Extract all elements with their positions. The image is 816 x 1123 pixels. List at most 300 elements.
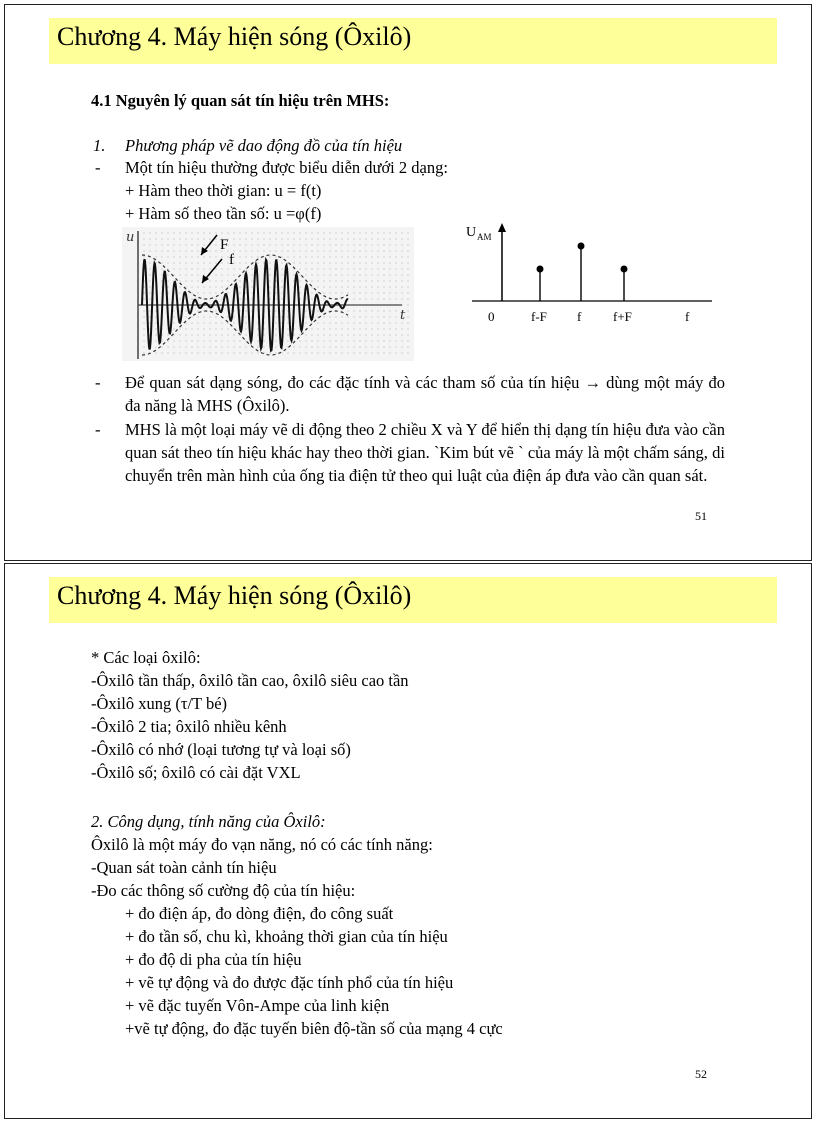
grid-dot [281,274,282,275]
page-number: 51 [695,509,707,523]
grid-dot [257,352,258,353]
grid-dot [329,274,330,275]
grid-dot [395,310,396,311]
grid-dot [395,340,396,341]
grid-dot [407,322,408,323]
tick-f-plus-F: f+F [613,309,632,324]
grid-dot [185,340,186,341]
grid-dot [197,292,198,293]
grid-dot [377,244,378,245]
grid-dot [293,232,294,233]
grid-dot [401,334,402,335]
grid-dot [341,244,342,245]
grid-dot [269,298,270,299]
grid-dot [191,262,192,263]
grid-dot [179,340,180,341]
grid-dot [149,232,150,233]
grid-dot [281,280,282,281]
grid-dot [179,298,180,299]
grid-dot [269,256,270,257]
grid-dot [191,256,192,257]
dash-marker: - [95,373,101,392]
grid-dot [311,322,312,323]
grid-dot [269,286,270,287]
grid-dot [305,352,306,353]
grid-dot [329,322,330,323]
grid-dot [275,286,276,287]
grid-dot [215,232,216,233]
grid-dot [377,280,378,281]
grid-dot [395,280,396,281]
grid-dot [161,274,162,275]
grid-dot [269,292,270,293]
grid-dot [155,250,156,251]
grid-dot [275,328,276,329]
grid-dot [173,244,174,245]
grid-dot [251,298,252,299]
grid-dot [383,250,384,251]
usage-list [91,857,355,903]
grid-dot [167,334,168,335]
grid-dot [245,256,246,257]
grid-dot [401,274,402,275]
grid-dot [173,238,174,239]
grid-dot [359,286,360,287]
grid-dot [215,310,216,311]
grid-dot [365,292,366,293]
grid-dot [239,352,240,353]
grid-dot [395,268,396,269]
grid-dot [245,340,246,341]
grid-dot [305,274,306,275]
grid-dot [161,280,162,281]
grid-dot [245,322,246,323]
grid-dot [347,334,348,335]
grid-dot [239,262,240,263]
grid-dot [161,262,162,263]
grid-dot [185,280,186,281]
grid-dot [317,280,318,281]
grid-dot [179,232,180,233]
grid-dot [341,262,342,263]
grid-dot [227,346,228,347]
grid-dot [215,262,216,263]
grid-dot [407,286,408,287]
grid-dot [197,274,198,275]
grid-dot [287,244,288,245]
grid-dot [389,238,390,239]
grid-dot [179,256,180,257]
grid-dot [353,274,354,275]
grid-dot [269,232,270,233]
grid-dot [179,244,180,245]
grid-dot [203,244,204,245]
grid-dot [239,268,240,269]
grid-dot [227,322,228,323]
grid-dot [269,238,270,239]
grid-dot [275,334,276,335]
grid-dot [329,328,330,329]
grid-dot [245,334,246,335]
grid-dot [191,286,192,287]
grid-dot [203,334,204,335]
grid-dot [209,268,210,269]
grid-dot [221,334,222,335]
grid-dot [149,244,150,245]
grid-dot [299,232,300,233]
grid-dot [191,274,192,275]
grid-dot [179,286,180,287]
grid-dot [383,334,384,335]
grid-dot [305,322,306,323]
grid-dot [311,250,312,251]
grid-dot [335,352,336,353]
grid-dot [407,232,408,233]
grid-dot [359,268,360,269]
grid-dot [335,334,336,335]
intro-line: Một tín hiệu thường được biểu diễn dưới 2 dạng: [125,158,448,177]
grid-dot [377,232,378,233]
grid-dot [353,280,354,281]
grid-dot [335,280,336,281]
grid-dot [395,274,396,275]
title-bar [49,577,777,623]
grid-dot [191,340,192,341]
grid-dot [371,274,372,275]
spectral-point-carrier [578,243,585,250]
grid-dot [377,292,378,293]
grid-dot [221,346,222,347]
grid-dot [239,346,240,347]
grid-dot [335,268,336,269]
grid-dot [341,322,342,323]
grid-dot [173,268,174,269]
grid-dot [161,340,162,341]
grid-dot [191,328,192,329]
grid-dot [335,292,336,293]
grid-dot [221,286,222,287]
grid-dot [257,232,258,233]
grid-dot [191,316,192,317]
grid-dot [377,322,378,323]
grid-dot [365,328,366,329]
grid-dot [287,328,288,329]
grid-dot [209,280,210,281]
grid-dot [365,298,366,299]
grid-dot [167,262,168,263]
grid-dot [359,352,360,353]
grid-dot [305,256,306,257]
grid-dot [197,232,198,233]
grid-dot [215,316,216,317]
grid-dot [251,280,252,281]
grid-dot [317,256,318,257]
grid-dot [275,292,276,293]
grid-dot [263,238,264,239]
grid-dot [389,256,390,257]
grid-dot [221,298,222,299]
grid-dot [317,352,318,353]
grid-dot [155,310,156,311]
grid-dot [275,244,276,245]
grid-dot [395,352,396,353]
grid-dot [155,334,156,335]
grid-dot [209,256,210,257]
grid-dot [407,334,408,335]
grid-dot [209,292,210,293]
grid-dot [347,262,348,263]
grid-dot [185,310,186,311]
grid-dot [365,256,366,257]
grid-dot [155,316,156,317]
grid-dot [401,250,402,251]
grid-dot [227,352,228,353]
grid-dot [389,322,390,323]
grid-dot [311,340,312,341]
grid-dot [287,316,288,317]
grid-dot [197,328,198,329]
grid-dot [215,298,216,299]
spectral-point-upper [621,266,628,273]
grid-dot [263,244,264,245]
grid-dot [281,298,282,299]
grid-dot [293,346,294,347]
grid-dot [311,292,312,293]
grid-dot [197,334,198,335]
types-list [91,670,409,785]
bullet-mhs-definition: MHS là một loại máy vẽ di động theo 2 chiều X và Y để hiển thị dạng tín hiệu đưa vào cần quan sát theo tín hiệu khác hay theo thời gian. `Kim bút vẽ ` của máy là một chấm sáng, di chuyển trên màn hình của ống tia điện tử theo qui luật của điện áp đưa vào cần quan sát. [125,420,725,485]
grid-dot [233,334,234,335]
grid-dot [221,256,222,257]
grid-dot [239,232,240,233]
grid-dot [353,262,354,263]
grid-dot [233,238,234,239]
grid-dot [293,274,294,275]
grid-dot [281,250,282,251]
grid-dot [311,352,312,353]
spectrum-y-label: U [466,225,477,240]
grid-dot [377,328,378,329]
grid-dot [185,232,186,233]
grid-dot [407,244,408,245]
waveform-t-label: t [400,308,406,323]
grid-dot [173,256,174,257]
grid-dot [209,286,210,287]
grid-dot [245,286,246,287]
grid-dot [401,262,402,263]
grid-dot [395,298,396,299]
grid-dot [359,292,360,293]
grid-dot [365,244,366,245]
grid-dot [377,334,378,335]
grid-dot [359,328,360,329]
grid-dot [329,340,330,341]
grid-dot [185,244,186,245]
grid-dot [383,286,384,287]
grid-dot [149,268,150,269]
grid-dot [185,250,186,251]
grid-dot [209,250,210,251]
grid-dot [161,244,162,245]
grid-dot [185,274,186,275]
grid-dot [245,298,246,299]
grid-dot [239,292,240,293]
grid-dot [263,346,264,347]
grid-dot [209,316,210,317]
grid-dot [179,346,180,347]
grid-dot [263,250,264,251]
grid-dot [371,280,372,281]
grid-dot [209,352,210,353]
grid-dot [395,238,396,239]
grid-dot [251,238,252,239]
tick-f: f [577,309,582,324]
grid-dot [275,352,276,353]
grid-dot [191,244,192,245]
grid-dot [299,340,300,341]
spectrum-y-arrow [498,223,506,232]
grid-dot [269,250,270,251]
grid-dot [155,256,156,257]
grid-dot [251,256,252,257]
grid-dot [215,268,216,269]
grid-dot [347,346,348,347]
grid-dot [323,352,324,353]
grid-dot [215,244,216,245]
grid-dot [365,346,366,347]
grid-dot [173,346,174,347]
grid-dot [203,256,204,257]
grid-dot [173,250,174,251]
grid-dot [197,310,198,311]
grid-dot [155,340,156,341]
grid-dot [401,292,402,293]
grid-dot [407,298,408,299]
grid-dot [365,262,366,263]
title-bar [49,18,777,64]
grid-dot [167,280,168,281]
slide-title: Chương 4. Máy hiện sóng (Ôxilô) [57,22,412,51]
grid-dot [371,322,372,323]
grid-dot [389,262,390,263]
grid-dot [245,238,246,239]
grid-dot [317,238,318,239]
grid-dot [149,316,150,317]
grid-dot [335,244,336,245]
grid-dot [329,286,330,287]
grid-dot [305,232,306,233]
grid-dot [287,232,288,233]
grid-dot [395,292,396,293]
list-item: + vẽ đặc tuyến Vôn-Ampe của linh kiện [125,996,390,1015]
grid-dot [245,268,246,269]
grid-dot [185,256,186,257]
grid-dot [173,322,174,323]
grid-dot [377,346,378,347]
grid-dot [149,262,150,263]
grid-dot [371,268,372,269]
grid-dot [251,292,252,293]
grid-dot [191,232,192,233]
grid-dot [287,352,288,353]
grid-dot [329,244,330,245]
grid-dot [221,322,222,323]
grid-dot [167,250,168,251]
grid-dot [323,280,324,281]
list-item: + đo điện áp, đo dòng điện, đo công suất [125,904,394,923]
grid-dot [215,322,216,323]
grid-dot [323,292,324,293]
grid-dot [257,250,258,251]
grid-dot [347,256,348,257]
grid-dot [407,238,408,239]
grid-dot [383,316,384,317]
grid-dot [275,310,276,311]
grid-dot [371,250,372,251]
grid-dot [341,346,342,347]
grid-dot [383,238,384,239]
grid-dot [299,262,300,263]
grid-dot [239,280,240,281]
grid-dot [401,232,402,233]
grid-dot [203,292,204,293]
grid-dot [239,250,240,251]
grid-dot [191,322,192,323]
grid-dot [353,268,354,269]
grid-dot [305,250,306,251]
grid-dot [395,256,396,257]
grid-dot [167,238,168,239]
grid-dot [329,292,330,293]
grid-dot [257,256,258,257]
grid-dot [407,274,408,275]
grid-dot [407,340,408,341]
grid-dot [287,238,288,239]
grid-dot [389,250,390,251]
grid-dot [353,232,354,233]
grid-dot [167,286,168,287]
grid-dot [275,256,276,257]
grid-dot [281,238,282,239]
grid-dot [383,274,384,275]
grid-dot [317,328,318,329]
grid-dot [329,316,330,317]
grid-dot [197,262,198,263]
grid-dot [389,352,390,353]
grid-dot [221,352,222,353]
grid-dot [395,244,396,245]
grid-dot [365,238,366,239]
grid-dot [359,334,360,335]
grid-dot [353,328,354,329]
grid-dot [191,292,192,293]
grid-dot [155,238,156,239]
grid-dot [197,238,198,239]
label-F: F [220,237,229,253]
grid-dot [371,256,372,257]
grid-dot [365,274,366,275]
grid-dot [251,274,252,275]
grid-dot [323,238,324,239]
grid-dot [239,340,240,341]
grid-dot [233,274,234,275]
grid-dot [149,238,150,239]
grid-dot [149,286,150,287]
grid-dot [161,352,162,353]
grid-dot [323,340,324,341]
grid-dot [359,322,360,323]
grid-dot [383,292,384,293]
